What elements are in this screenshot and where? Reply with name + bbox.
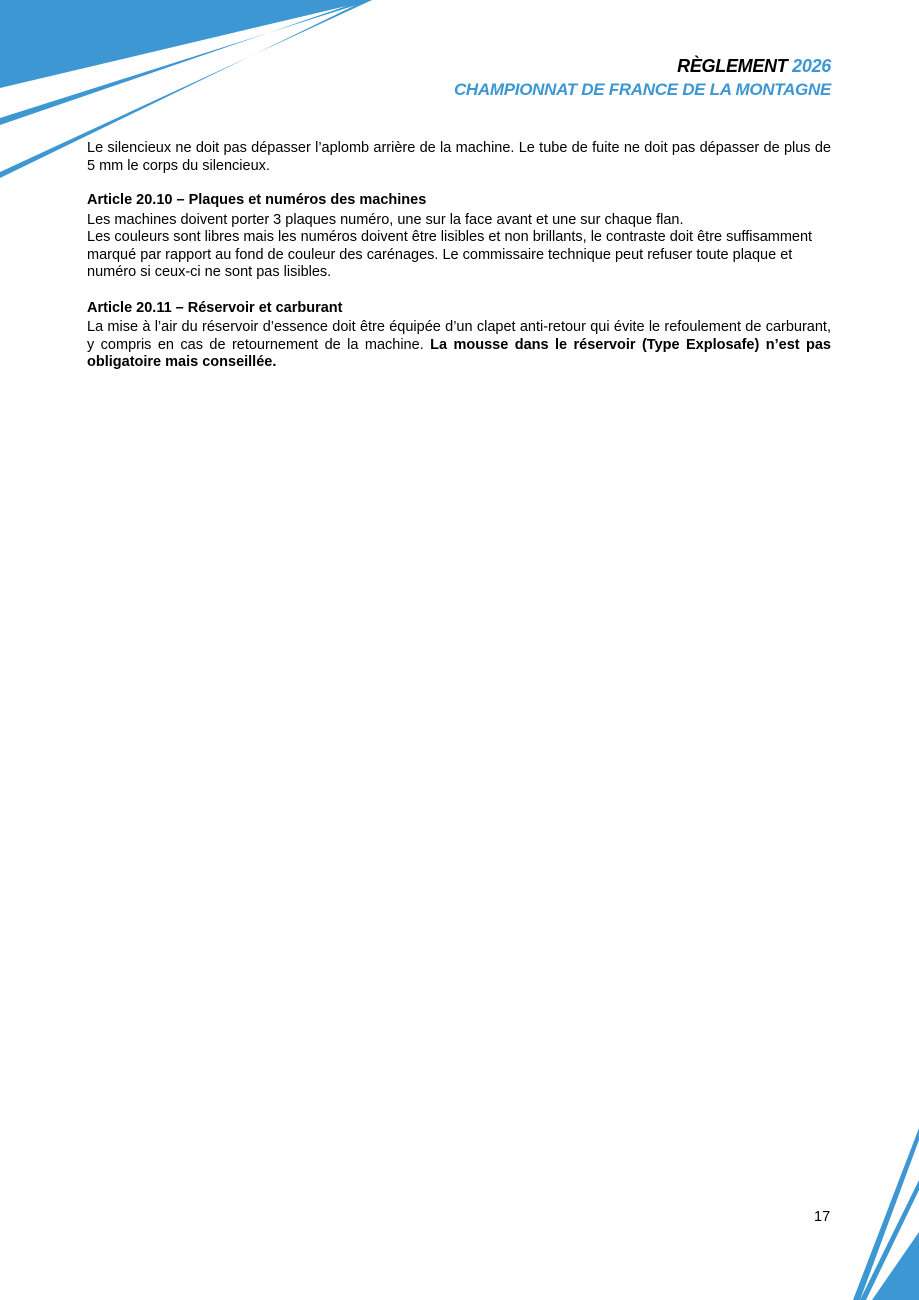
intro-paragraph: Le silencieux ne doit pas dépasser l’aplomb arrière de la machine. Le tube de fuite ne doit pas dépasser de plus de 5 mm le corps du silencieux. (87, 140, 831, 174)
top-left-corner-graphic (0, 0, 372, 88)
header-year: 2026 (792, 56, 831, 76)
header-subtitle: CHAMPIONNAT DE FRANCE DE LA MONTAGNE (453, 80, 831, 99)
article-20-11-text: La mise à l’air du réservoir d’essence doit être équipée d’un clapet anti-retour qui évite le refoulement de carburant, y compris en cas de retournement de la machine. (87, 319, 831, 353)
article-20-11-bold-text: La mousse dans le réservoir (Type Explosafe) n’est pas obligatoire mais conseillée. (87, 336, 831, 370)
article-20-11-paragraph (87, 319, 831, 372)
page-header (454, 55, 831, 101)
article-20-11-heading: Article 20.11 – Réservoir et carburant (87, 299, 343, 316)
document-body (87, 140, 831, 372)
page-number: 17 (814, 1209, 831, 1225)
header-title: RÈGLEMENT (677, 56, 788, 76)
article-20-10-heading: Article 20.10 – Plaques et numéros des machines (87, 192, 427, 208)
article-20-10-paragraph-2: Les couleurs sont libres mais les numéros doivent être lisibles et non brillants, le contraste doit être suffisamment marqué par rapport au fond de couleur des carénages. Le commissaire technique peut refuser toute plaque et numéro si ceux-ci ne sont pas lisibles. (87, 229, 813, 280)
article-20-10-paragraph-1: Les machines doivent porter 3 plaques numéro, une sur la face avant et une sur chaque flan. (87, 211, 684, 228)
